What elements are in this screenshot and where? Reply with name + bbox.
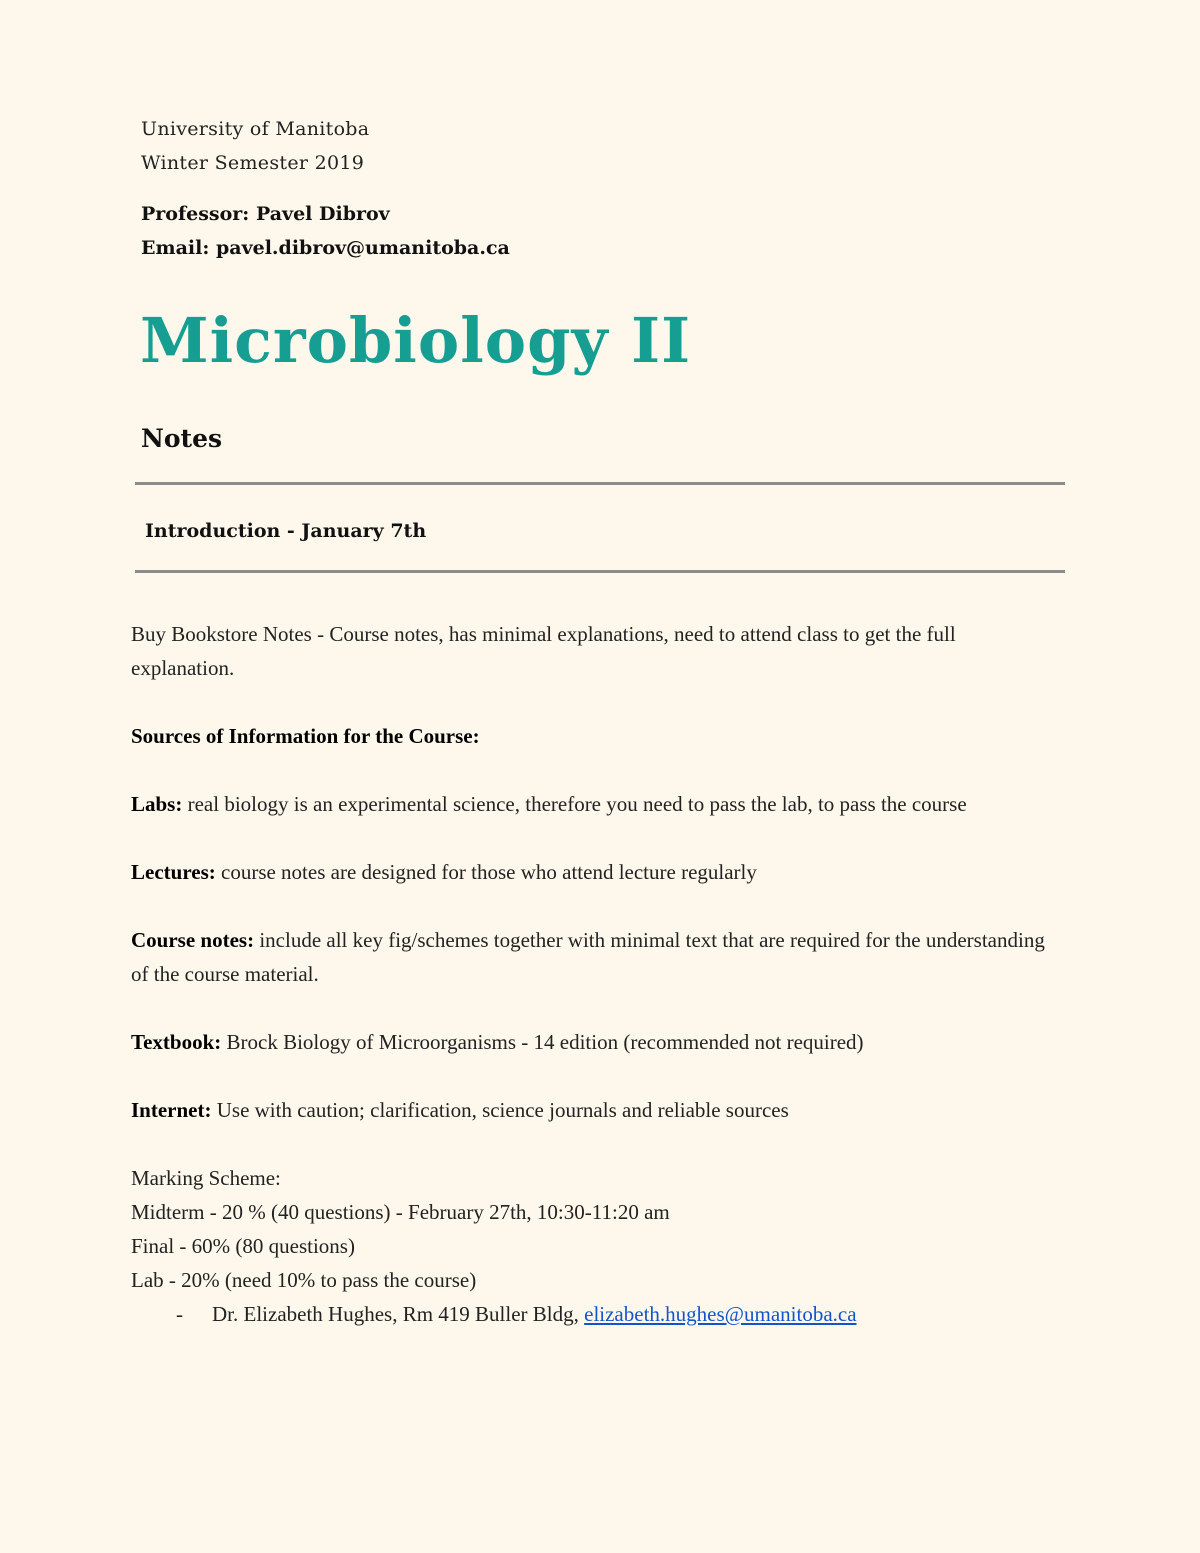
bullet-dash: - <box>176 1302 183 1326</box>
source-course-notes <box>131 923 1051 991</box>
source-labs <box>131 787 1051 821</box>
marking-lab: Lab - 20% (need 10% to pass the course) <box>131 1268 477 1292</box>
source-textbook <box>131 1025 1051 1059</box>
notes-body <box>131 617 1051 1331</box>
sources-heading: Sources of Information for the Course: <box>131 724 480 748</box>
marking-final: Final - 60% (80 questions) <box>131 1234 355 1258</box>
top-divider <box>135 482 1065 485</box>
lab-contact-bullet <box>131 1297 1051 1331</box>
contact-text: Dr. Elizabeth Hughes, Rm 419 Buller Bldg, <box>212 1302 585 1326</box>
source-text: Brock Biology of Microorganisms - 14 edition (recommended not required) <box>226 1030 864 1054</box>
source-text: course notes are designed for those who attend lecture regularly <box>221 860 757 884</box>
intro-paragraph: Buy Bookstore Notes - Course notes, has minimal explanations, need to attend class to get the full explanation. <box>131 622 956 680</box>
source-text: Use with caution; clarification, science journals and reliable sources <box>216 1098 789 1122</box>
source-label: Labs: <box>131 792 183 816</box>
document-header <box>141 112 510 265</box>
source-text: include all key fig/schemes together with minimal text that are required for the understanding of the course material. <box>131 928 1045 986</box>
source-internet <box>131 1093 1051 1127</box>
semester: Winter Semester 2019 <box>141 152 365 174</box>
source-label: Course notes: <box>131 928 255 952</box>
professor-info <box>141 197 510 265</box>
section-title: Introduction - January 7th <box>145 520 427 542</box>
email-label: Email: <box>141 237 210 259</box>
professor-line <box>141 197 510 231</box>
email-line <box>141 231 510 265</box>
course-title: Microbiology II <box>140 304 692 377</box>
professor-email: pavel.dibrov@umanitoba.ca <box>215 237 510 259</box>
source-label: Textbook: <box>131 1030 222 1054</box>
contact-email-link[interactable]: elizabeth.hughes@umanitoba.ca <box>584 1302 857 1326</box>
source-lectures <box>131 855 1051 889</box>
institution: University of Manitoba <box>141 118 370 140</box>
professor-name: Pavel Dibrov <box>255 203 390 225</box>
notes-subtitle: Notes <box>141 424 223 453</box>
professor-label: Professor: <box>141 203 250 225</box>
bottom-divider <box>135 570 1065 573</box>
marking-midterm: Midterm - 20 % (40 questions) - February 27th, 10:30-11:20 am <box>131 1200 670 1224</box>
source-label: Lectures: <box>131 860 216 884</box>
source-label: Internet: <box>131 1098 212 1122</box>
marking-heading: Marking Scheme: <box>131 1166 281 1190</box>
source-text: real biology is an experimental science, therefore you need to pass the lab, to pass the course <box>187 792 967 816</box>
